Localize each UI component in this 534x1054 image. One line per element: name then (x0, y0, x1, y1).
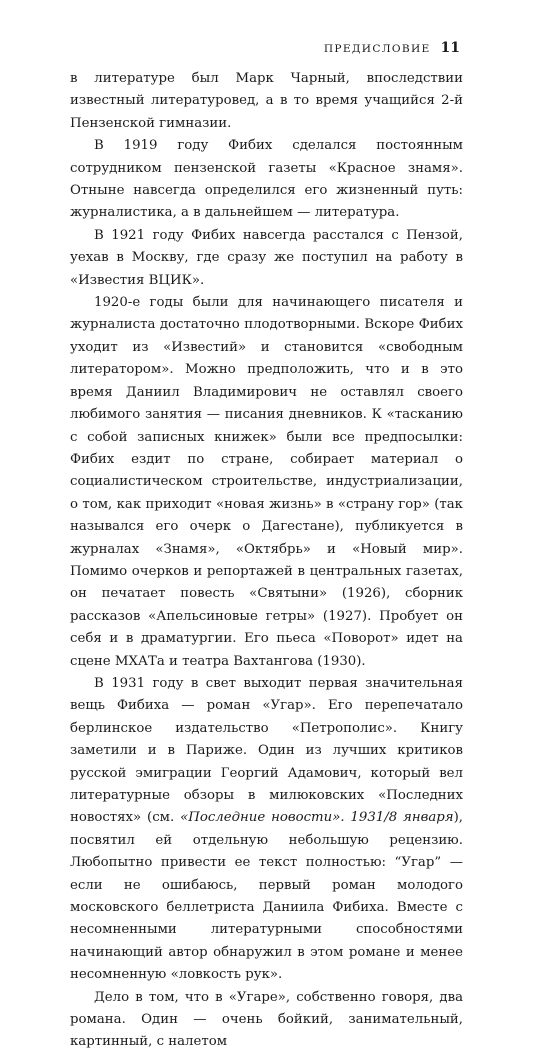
paragraph-5 (70, 673, 463, 987)
paragraph-5-after: ), посвятил ей отдельную небольшую рецензию. Любопытно привести ее текст полностью: “Угар” — если не ошибаюсь, первый роман молодого московского беллетриста Даниила Фибиха. Вместе с несомненными литературными способностями начинающий автор обнаружил в этом романе и менее несомненную «ловкость рук». (70, 810, 464, 983)
paragraph-5-before: В 1931 году в свет выходит первая значительная вещь Фибиха — роман «Угар». Его перепечатало берлинское издательство «Петрополис». Книгу заметили и в Париже. Один из лучших критиков русской эмиграции Георгий Адамович, который вел литературные обзоры в милюковских «Последних новостях» (см. (70, 675, 463, 826)
body-text (70, 68, 463, 1054)
paragraph-6: Дело в том, что в «Угаре», собственно говоря, два романа. Один — очень бойкий, занимательный, картинный, с налетом (70, 989, 463, 1050)
paragraph-1: в литературе был Марк Чарный, впоследствии известный литературовед, а в то время учащийся 2-й Пензенской гимназии. (70, 71, 463, 131)
paragraph-4: 1920-е годы были для начинающего писателя и журналиста достаточно плодотворными. Вскоре Фибих уходит из «Известий» и становится «свободным литератором». Можно предположить, что и в это время Даниил Владимирович не оставлял своего любимого занятия — писания дневников. К «тасканию с собой записных книжек» были все предпосылки: Фибих ездит по стране, собирает материал о социалистическом строительстве, индустриализации, о том, как приходит «новая жизнь» в «страну гор» (так назывался его очерк о Дагестане), публикуется в журналах «Знамя», «Октябрь» и «Новый мир». Помимо очерков и репортажей в центральных газетах, он печатает повесть «Святыни» (1926), сборник рассказов «Апельсиновые гетры» (1927). Пробует он себя и в драматургии. Его пьеса «Поворот» идет на сцене МХАТа и театра Вахтангова (1930). (70, 295, 463, 669)
paragraph-3: В 1921 году Фибих навсегда расстался с Пензой, уехав в Москву, где сразу же поступил на работу в «Известия ВЦИК». (70, 227, 463, 288)
running-head (324, 40, 460, 56)
running-title: ПРЕДИСЛОВИЕ (323, 43, 431, 55)
page-number: 11 (440, 40, 460, 56)
citation-source: «Последние новости». 1931/8 января (180, 810, 454, 826)
paragraph-2: В 1919 году Фибих сделался постоянным сотрудником пензенской газеты «Красное знамя». Отныне навсегда определился его жизненный путь: журналистика, а в дальнейшем — литература. (70, 138, 463, 221)
